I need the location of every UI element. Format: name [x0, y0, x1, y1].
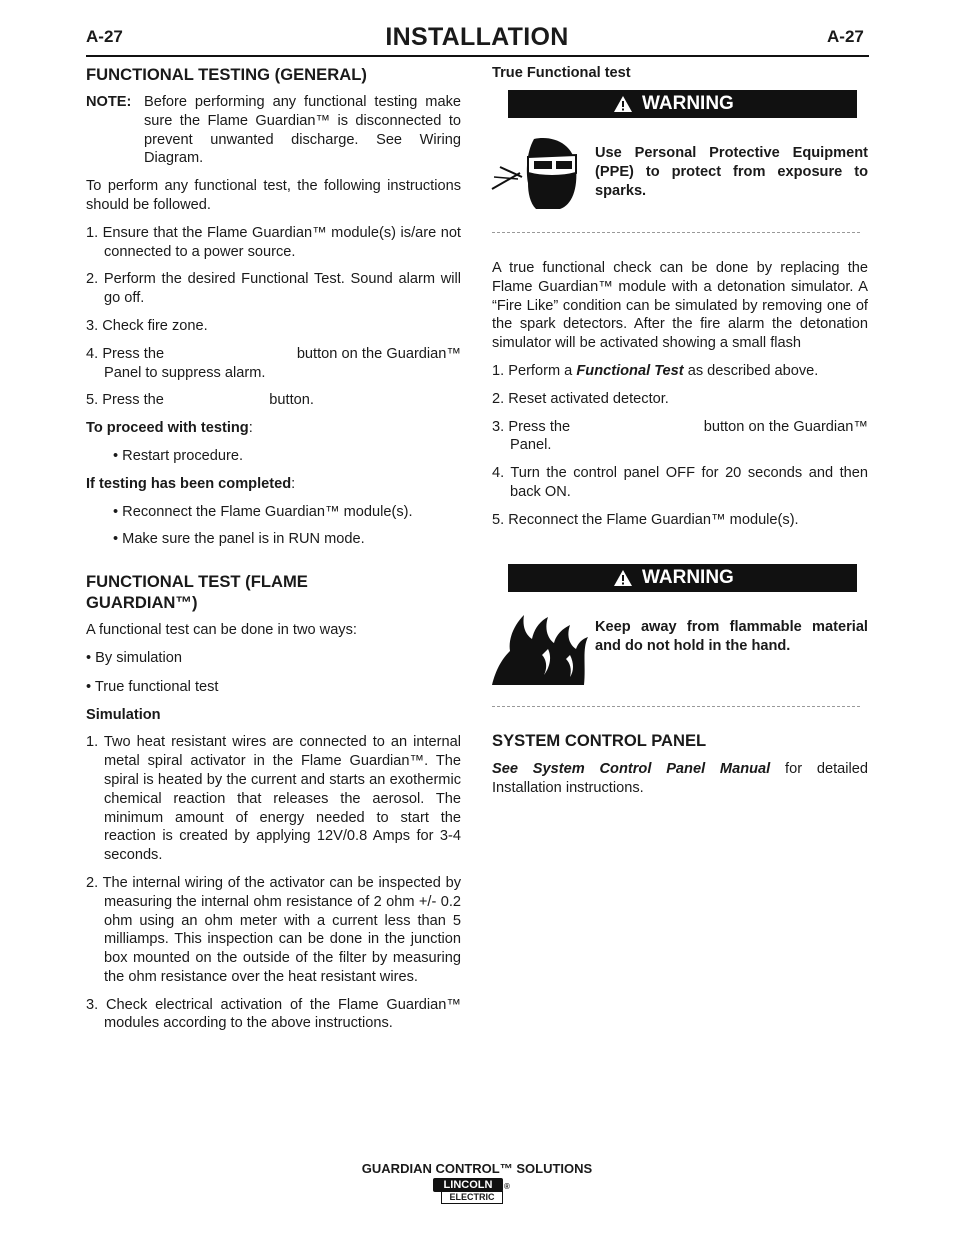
step-emphasis: Functional Test [576, 362, 684, 379]
list-item: 2. Perform the desired Functional Test. Sound alarm will go off. [86, 271, 461, 307]
footer-product-name: GUARDIAN CONTROL™ SOLUTIONS [361, 1161, 593, 1176]
left-column [86, 64, 466, 1033]
logo-registered-mark: ® [504, 1182, 510, 1191]
warning-banner [508, 564, 857, 592]
list-item [492, 362, 868, 381]
list-item: 5. Press the button. [86, 392, 314, 409]
manual-reference-rest: for detailed Installation instructions. [492, 761, 868, 796]
heading-simulation: Simulation [86, 706, 161, 723]
proceed-colon: : [248, 420, 253, 437]
note-block [86, 93, 461, 168]
safety-goggles-icon [490, 133, 582, 213]
page-title: INSTALLATION [385, 23, 569, 51]
page-number-right: A-27 [827, 27, 864, 46]
list-item: 4. Press the button on the Guardian™ Panel to suppress alarm. [86, 345, 466, 381]
list-item: 3. Check fire zone. [86, 317, 208, 334]
logo-bottom: ELECTRIC [441, 1191, 503, 1204]
page-number-left: A-27 [86, 27, 123, 46]
fire-flames-icon [490, 609, 590, 687]
warning-triangle-icon [613, 95, 633, 113]
list-item: • By simulation [86, 649, 182, 666]
list-item: 3. Press the button on the Guardian™ Panel. [492, 418, 873, 454]
completed-colon: : [291, 475, 296, 492]
proceed-label: To proceed with testing [86, 420, 249, 437]
proceed-line [86, 419, 461, 438]
warning-triangle-icon [613, 569, 633, 587]
completed-label: If testing has been completed [86, 475, 292, 492]
ways-intro: A functional test can be done in two ways: [86, 622, 357, 639]
heading-functional-testing: FUNCTIONAL TESTING (GENERAL) [86, 65, 367, 84]
warning-label: WARNING [642, 93, 734, 114]
list-item: • True functional test [86, 678, 219, 695]
step-prefix: 1. Perform a [492, 362, 577, 379]
list-item: 1. Two heat resistant wires are connected to an internal metal spiral activator in the Flame Guardian™. The spiral is heated by the current and starts an exothermic chemical reaction that releases the aerosol. The minimum amount of energy needed to start the reaction is created by applying 12V/0.8 Amps for 3-4 seconds. [86, 734, 461, 864]
step-suffix: as described above. [683, 362, 819, 379]
warning-label: WARNING [642, 567, 734, 588]
true-test-intro: A true functional check can be done by replacing the Flame Guardian™ module with a detonation simulator. A “Fire Like” condition can be simulated by removing one of the spark detectors. After the fire alarm the detonation simulator will be activated showing a small flash [492, 260, 868, 352]
intro-paragraph: To perform any functional test, the following instructions should be followed. [86, 178, 461, 213]
manual-reference: See System Control Panel Manual [492, 761, 771, 777]
list-item: 4. Turn the control panel OFF for 20 seconds and then back ON. [492, 465, 868, 500]
right-column [492, 259, 873, 530]
list-item: 3. Check electrical activation of the Flame Guardian™ modules according to the above instructions. [86, 996, 461, 1032]
completed-line [86, 475, 461, 494]
dashed-divider [492, 706, 860, 707]
lincoln-electric-logo [433, 1178, 510, 1206]
heading-system-control-panel: SYSTEM CONTROL PANEL [492, 731, 707, 750]
dashed-divider [492, 232, 860, 233]
note-text: Before performing any functional testing make sure the Flame Guardian™ is disconnected to prevent unwanted discharge. See Wiring Diagram. [144, 94, 461, 167]
logo-top: LINCOLN [433, 1178, 503, 1192]
heading-functional-test-fg: FUNCTIONAL TEST (FLAME GUARDIAN™) [86, 572, 308, 613]
list-item: 5. Reconnect the Flame Guardian™ module(s). [492, 511, 799, 528]
note-label: NOTE: [86, 94, 132, 110]
list-item: • Restart procedure. [113, 447, 244, 464]
warning-banner [508, 90, 857, 118]
header-rule [86, 55, 869, 57]
list-item: • Make sure the panel is in RUN mode. [113, 531, 365, 548]
warning-text: Use Personal Protective Equipment (PPE) to protect from exposure to sparks. [595, 145, 868, 199]
warning-text: Keep away from flammable material and do not hold in the hand. [595, 619, 868, 654]
list-item: 2. Reset activated detector. [492, 390, 669, 407]
system-control-paragraph [492, 760, 868, 798]
list-item: • Reconnect the Flame Guardian™ module(s). [113, 503, 413, 520]
list-item: 2. The internal wiring of the activator can be inspected by measuring the internal ohm resistance of 2 ohm +/- 0.2 ohm using an ohm meter with a current less than 5 milliamps. This inspection can be done in the junction box mounted on the outside of the filter by measuring the ohm resistance over the heat resistant wires. [86, 874, 461, 985]
list-item: 1. Ensure that the Flame Guardian™ module(s) is/are not connected to a power source. [86, 224, 461, 260]
heading-true-functional-test: True Functional test [492, 65, 631, 81]
